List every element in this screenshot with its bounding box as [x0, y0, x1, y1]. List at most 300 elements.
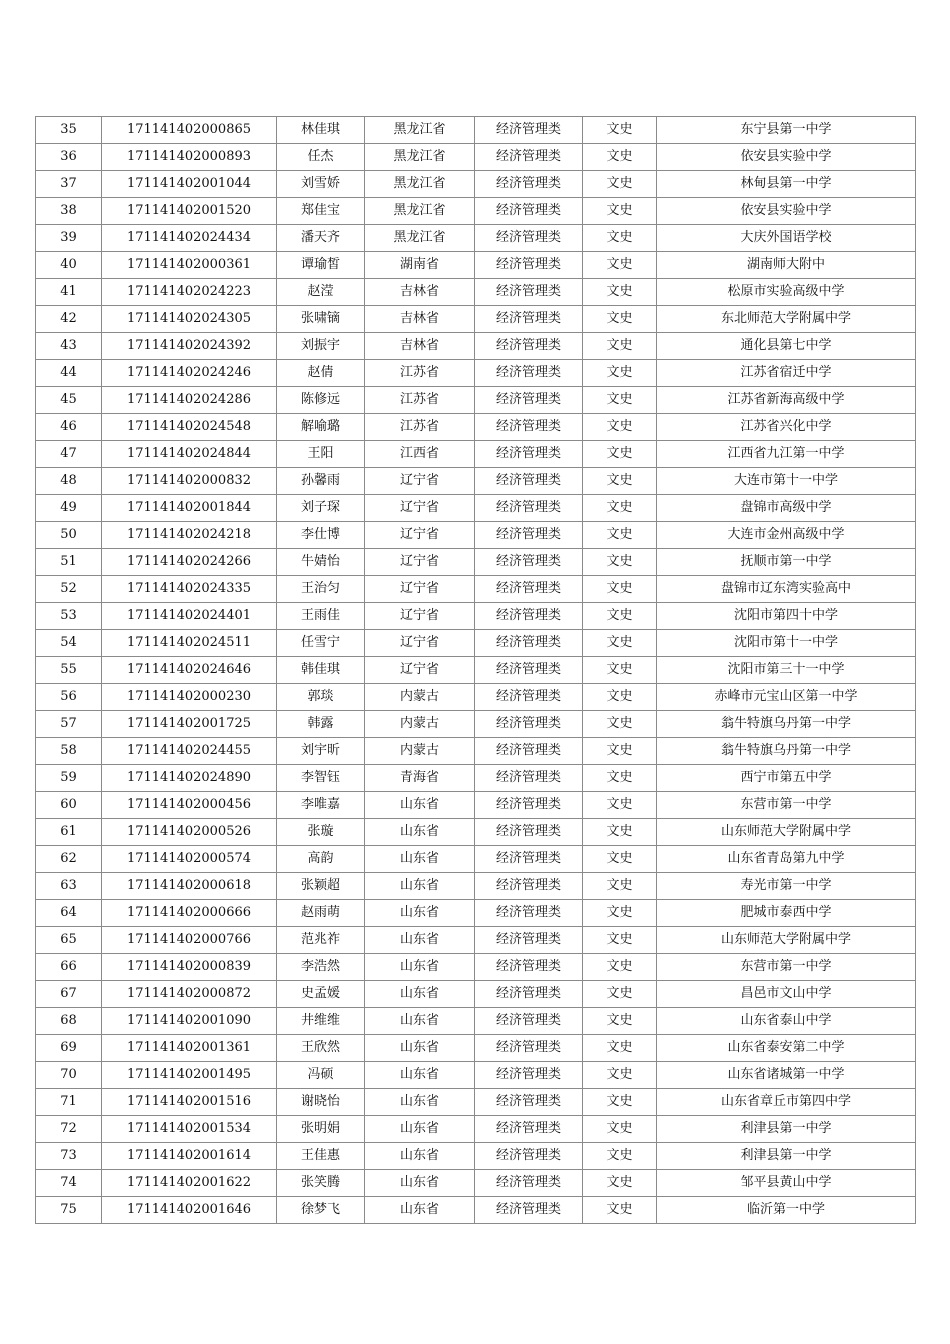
school-cell: 沈阳市第四十中学	[657, 603, 916, 630]
row-number-cell: 49	[36, 495, 102, 522]
school-cell: 通化县第七中学	[657, 333, 916, 360]
name-cell: 郑佳宝	[277, 198, 365, 225]
name-cell: 王阳	[277, 441, 365, 468]
name-cell: 张颖超	[277, 873, 365, 900]
category-cell: 经济管理类	[475, 873, 583, 900]
subject-cell: 文史	[583, 414, 657, 441]
subject-cell: 文史	[583, 819, 657, 846]
province-cell: 黑龙江省	[365, 171, 475, 198]
subject-cell: 文史	[583, 144, 657, 171]
exam-id-cell: 171141402000361	[102, 252, 277, 279]
province-cell: 辽宁省	[365, 576, 475, 603]
province-cell: 江苏省	[365, 414, 475, 441]
school-cell: 利津县第一中学	[657, 1143, 916, 1170]
category-cell: 经济管理类	[475, 792, 583, 819]
subject-cell: 文史	[583, 927, 657, 954]
subject-cell: 文史	[583, 549, 657, 576]
province-cell: 辽宁省	[365, 603, 475, 630]
exam-id-cell: 171141402000574	[102, 846, 277, 873]
name-cell: 赵滢	[277, 279, 365, 306]
province-cell: 黑龙江省	[365, 144, 475, 171]
name-cell: 李智钰	[277, 765, 365, 792]
table-row	[36, 900, 916, 927]
name-cell: 冯硕	[277, 1062, 365, 1089]
province-cell: 辽宁省	[365, 468, 475, 495]
name-cell: 刘子琛	[277, 495, 365, 522]
subject-cell: 文史	[583, 738, 657, 765]
category-cell: 经济管理类	[475, 1197, 583, 1224]
exam-id-cell: 171141402000666	[102, 900, 277, 927]
province-cell: 山东省	[365, 1116, 475, 1143]
name-cell: 任雪宁	[277, 630, 365, 657]
subject-cell: 文史	[583, 1062, 657, 1089]
school-cell: 东营市第一中学	[657, 792, 916, 819]
row-number-cell: 66	[36, 954, 102, 981]
school-cell: 寿光市第一中学	[657, 873, 916, 900]
category-cell: 经济管理类	[475, 1089, 583, 1116]
name-cell: 林佳琪	[277, 117, 365, 144]
table-row	[36, 117, 916, 144]
school-cell: 翁牛特旗乌丹第一中学	[657, 711, 916, 738]
school-cell: 东营市第一中学	[657, 954, 916, 981]
subject-cell: 文史	[583, 468, 657, 495]
table-row	[36, 495, 916, 522]
name-cell: 王佳惠	[277, 1143, 365, 1170]
row-number-cell: 70	[36, 1062, 102, 1089]
row-number-cell: 35	[36, 117, 102, 144]
name-cell: 王雨佳	[277, 603, 365, 630]
exam-id-cell: 171141402000230	[102, 684, 277, 711]
subject-cell: 文史	[583, 1197, 657, 1224]
school-cell: 山东省青岛第九中学	[657, 846, 916, 873]
name-cell: 刘宇昕	[277, 738, 365, 765]
exam-id-cell: 171141402024844	[102, 441, 277, 468]
school-cell: 林甸县第一中学	[657, 171, 916, 198]
table-row	[36, 1197, 916, 1224]
province-cell: 青海省	[365, 765, 475, 792]
row-number-cell: 51	[36, 549, 102, 576]
row-number-cell: 59	[36, 765, 102, 792]
category-cell: 经济管理类	[475, 333, 583, 360]
province-cell: 山东省	[365, 1170, 475, 1197]
row-number-cell: 67	[36, 981, 102, 1008]
province-cell: 山东省	[365, 846, 475, 873]
school-cell: 东宁县第一中学	[657, 117, 916, 144]
table-row	[36, 684, 916, 711]
row-number-cell: 45	[36, 387, 102, 414]
name-cell: 潘天齐	[277, 225, 365, 252]
exam-id-cell: 171141402001520	[102, 198, 277, 225]
category-cell: 经济管理类	[475, 684, 583, 711]
exam-id-cell: 171141402024305	[102, 306, 277, 333]
name-cell: 史孟媛	[277, 981, 365, 1008]
table-row	[36, 225, 916, 252]
table-row	[36, 711, 916, 738]
subject-cell: 文史	[583, 171, 657, 198]
subject-cell: 文史	[583, 576, 657, 603]
row-number-cell: 42	[36, 306, 102, 333]
subject-cell: 文史	[583, 657, 657, 684]
school-cell: 西宁市第五中学	[657, 765, 916, 792]
subject-cell: 文史	[583, 306, 657, 333]
category-cell: 经济管理类	[475, 225, 583, 252]
row-number-cell: 71	[36, 1089, 102, 1116]
row-number-cell: 75	[36, 1197, 102, 1224]
category-cell: 经济管理类	[475, 576, 583, 603]
category-cell: 经济管理类	[475, 765, 583, 792]
exam-id-cell: 171141402024434	[102, 225, 277, 252]
name-cell: 赵倩	[277, 360, 365, 387]
exam-id-cell: 171141402024890	[102, 765, 277, 792]
table-row	[36, 1089, 916, 1116]
exam-id-cell: 171141402024266	[102, 549, 277, 576]
row-number-cell: 41	[36, 279, 102, 306]
province-cell: 黑龙江省	[365, 225, 475, 252]
row-number-cell: 57	[36, 711, 102, 738]
category-cell: 经济管理类	[475, 981, 583, 1008]
category-cell: 经济管理类	[475, 360, 583, 387]
subject-cell: 文史	[583, 1170, 657, 1197]
exam-id-cell: 171141402001614	[102, 1143, 277, 1170]
table-row	[36, 576, 916, 603]
category-cell: 经济管理类	[475, 306, 583, 333]
school-cell: 利津县第一中学	[657, 1116, 916, 1143]
exam-id-cell: 171141402001516	[102, 1089, 277, 1116]
exam-id-cell: 171141402000526	[102, 819, 277, 846]
category-cell: 经济管理类	[475, 117, 583, 144]
table-row	[36, 1062, 916, 1089]
table-row	[36, 738, 916, 765]
province-cell: 山东省	[365, 1035, 475, 1062]
name-cell: 张明娟	[277, 1116, 365, 1143]
table-row	[36, 279, 916, 306]
exam-id-cell: 171141402001844	[102, 495, 277, 522]
subject-cell: 文史	[583, 846, 657, 873]
table-row	[36, 360, 916, 387]
category-cell: 经济管理类	[475, 1116, 583, 1143]
category-cell: 经济管理类	[475, 711, 583, 738]
row-number-cell: 63	[36, 873, 102, 900]
table-body	[36, 117, 916, 1224]
subject-cell: 文史	[583, 684, 657, 711]
table-row	[36, 333, 916, 360]
name-cell: 牛婧怡	[277, 549, 365, 576]
subject-cell: 文史	[583, 360, 657, 387]
subject-cell: 文史	[583, 387, 657, 414]
row-number-cell: 50	[36, 522, 102, 549]
category-cell: 经济管理类	[475, 414, 583, 441]
table-row	[36, 630, 916, 657]
category-cell: 经济管理类	[475, 252, 583, 279]
row-number-cell: 55	[36, 657, 102, 684]
category-cell: 经济管理类	[475, 1143, 583, 1170]
name-cell: 张啸镝	[277, 306, 365, 333]
subject-cell: 文史	[583, 522, 657, 549]
category-cell: 经济管理类	[475, 441, 583, 468]
subject-cell: 文史	[583, 981, 657, 1008]
exam-id-cell: 171141402001044	[102, 171, 277, 198]
table-row	[36, 387, 916, 414]
exam-id-cell: 171141402024646	[102, 657, 277, 684]
school-cell: 东北师范大学附属中学	[657, 306, 916, 333]
table-row	[36, 603, 916, 630]
admission-list-table	[35, 116, 916, 1224]
province-cell: 辽宁省	[365, 657, 475, 684]
category-cell: 经济管理类	[475, 927, 583, 954]
category-cell: 经济管理类	[475, 198, 583, 225]
province-cell: 吉林省	[365, 333, 475, 360]
subject-cell: 文史	[583, 333, 657, 360]
school-cell: 山东师范大学附属中学	[657, 927, 916, 954]
exam-id-cell: 171141402024548	[102, 414, 277, 441]
subject-cell: 文史	[583, 1035, 657, 1062]
subject-cell: 文史	[583, 495, 657, 522]
exam-id-cell: 171141402000865	[102, 117, 277, 144]
province-cell: 内蒙古	[365, 684, 475, 711]
exam-id-cell: 171141402000839	[102, 954, 277, 981]
table-row	[36, 765, 916, 792]
row-number-cell: 69	[36, 1035, 102, 1062]
subject-cell: 文史	[583, 900, 657, 927]
school-cell: 昌邑市文山中学	[657, 981, 916, 1008]
table-row	[36, 549, 916, 576]
province-cell: 山东省	[365, 819, 475, 846]
category-cell: 经济管理类	[475, 1170, 583, 1197]
province-cell: 山东省	[365, 873, 475, 900]
school-cell: 江苏省宿迁中学	[657, 360, 916, 387]
subject-cell: 文史	[583, 603, 657, 630]
province-cell: 江苏省	[365, 387, 475, 414]
subject-cell: 文史	[583, 198, 657, 225]
exam-id-cell: 171141402001646	[102, 1197, 277, 1224]
school-cell: 江苏省新海高级中学	[657, 387, 916, 414]
table-row	[36, 198, 916, 225]
category-cell: 经济管理类	[475, 468, 583, 495]
name-cell: 张璇	[277, 819, 365, 846]
row-number-cell: 39	[36, 225, 102, 252]
table-row	[36, 819, 916, 846]
row-number-cell: 58	[36, 738, 102, 765]
name-cell: 徐梦飞	[277, 1197, 365, 1224]
school-cell: 江西省九江第一中学	[657, 441, 916, 468]
province-cell: 吉林省	[365, 306, 475, 333]
category-cell: 经济管理类	[475, 819, 583, 846]
name-cell: 刘振宇	[277, 333, 365, 360]
category-cell: 经济管理类	[475, 630, 583, 657]
row-number-cell: 40	[36, 252, 102, 279]
category-cell: 经济管理类	[475, 387, 583, 414]
province-cell: 江西省	[365, 441, 475, 468]
province-cell: 山东省	[365, 900, 475, 927]
name-cell: 王欣然	[277, 1035, 365, 1062]
province-cell: 山东省	[365, 1143, 475, 1170]
row-number-cell: 43	[36, 333, 102, 360]
table-row	[36, 522, 916, 549]
table-row	[36, 252, 916, 279]
subject-cell: 文史	[583, 792, 657, 819]
exam-id-cell: 171141402024223	[102, 279, 277, 306]
row-number-cell: 47	[36, 441, 102, 468]
table-row	[36, 1008, 916, 1035]
school-cell: 依安县实验中学	[657, 198, 916, 225]
province-cell: 内蒙古	[365, 738, 475, 765]
table-row	[36, 1143, 916, 1170]
school-cell: 山东省诸城第一中学	[657, 1062, 916, 1089]
name-cell: 李唯嘉	[277, 792, 365, 819]
province-cell: 山东省	[365, 927, 475, 954]
table-row	[36, 792, 916, 819]
category-cell: 经济管理类	[475, 549, 583, 576]
exam-id-cell: 171141402024286	[102, 387, 277, 414]
school-cell: 大庆外国语学校	[657, 225, 916, 252]
province-cell: 山东省	[365, 981, 475, 1008]
name-cell: 李浩然	[277, 954, 365, 981]
province-cell: 辽宁省	[365, 630, 475, 657]
row-number-cell: 53	[36, 603, 102, 630]
table-row	[36, 657, 916, 684]
school-cell: 翁牛特旗乌丹第一中学	[657, 738, 916, 765]
table-row	[36, 468, 916, 495]
row-number-cell: 64	[36, 900, 102, 927]
exam-id-cell: 171141402024455	[102, 738, 277, 765]
name-cell: 王治匀	[277, 576, 365, 603]
province-cell: 江苏省	[365, 360, 475, 387]
row-number-cell: 54	[36, 630, 102, 657]
subject-cell: 文史	[583, 711, 657, 738]
row-number-cell: 65	[36, 927, 102, 954]
category-cell: 经济管理类	[475, 846, 583, 873]
exam-id-cell: 171141402024392	[102, 333, 277, 360]
name-cell: 郭琰	[277, 684, 365, 711]
category-cell: 经济管理类	[475, 522, 583, 549]
name-cell: 韩露	[277, 711, 365, 738]
school-cell: 沈阳市第三十一中学	[657, 657, 916, 684]
exam-id-cell: 171141402000832	[102, 468, 277, 495]
exam-id-cell: 171141402000872	[102, 981, 277, 1008]
exam-id-cell: 171141402024218	[102, 522, 277, 549]
name-cell: 谢晓怡	[277, 1089, 365, 1116]
subject-cell: 文史	[583, 630, 657, 657]
school-cell: 大连市第十一中学	[657, 468, 916, 495]
name-cell: 陈修远	[277, 387, 365, 414]
category-cell: 经济管理类	[475, 738, 583, 765]
subject-cell: 文史	[583, 1008, 657, 1035]
category-cell: 经济管理类	[475, 171, 583, 198]
row-number-cell: 36	[36, 144, 102, 171]
province-cell: 山东省	[365, 1089, 475, 1116]
school-cell: 江苏省兴化中学	[657, 414, 916, 441]
row-number-cell: 68	[36, 1008, 102, 1035]
subject-cell: 文史	[583, 954, 657, 981]
school-cell: 临沂第一中学	[657, 1197, 916, 1224]
table-row	[36, 1170, 916, 1197]
row-number-cell: 38	[36, 198, 102, 225]
school-cell: 山东省泰安第二中学	[657, 1035, 916, 1062]
table-row	[36, 954, 916, 981]
row-number-cell: 62	[36, 846, 102, 873]
exam-id-cell: 171141402000766	[102, 927, 277, 954]
row-number-cell: 48	[36, 468, 102, 495]
subject-cell: 文史	[583, 279, 657, 306]
school-cell: 盘锦市辽东湾实验高中	[657, 576, 916, 603]
exam-id-cell: 171141402001361	[102, 1035, 277, 1062]
category-cell: 经济管理类	[475, 1062, 583, 1089]
school-cell: 山东省章丘市第四中学	[657, 1089, 916, 1116]
name-cell: 范兆祚	[277, 927, 365, 954]
exam-id-cell: 171141402001090	[102, 1008, 277, 1035]
row-number-cell: 73	[36, 1143, 102, 1170]
subject-cell: 文史	[583, 1116, 657, 1143]
school-cell: 肥城市泰西中学	[657, 900, 916, 927]
table-row	[36, 414, 916, 441]
table-row	[36, 846, 916, 873]
row-number-cell: 37	[36, 171, 102, 198]
name-cell: 解喻璐	[277, 414, 365, 441]
name-cell: 赵雨萌	[277, 900, 365, 927]
exam-id-cell: 171141402024511	[102, 630, 277, 657]
exam-id-cell: 171141402000893	[102, 144, 277, 171]
school-cell: 沈阳市第十一中学	[657, 630, 916, 657]
category-cell: 经济管理类	[475, 144, 583, 171]
school-cell: 赤峰市元宝山区第一中学	[657, 684, 916, 711]
table-row	[36, 1116, 916, 1143]
school-cell: 山东省泰山中学	[657, 1008, 916, 1035]
province-cell: 黑龙江省	[365, 117, 475, 144]
subject-cell: 文史	[583, 1143, 657, 1170]
subject-cell: 文史	[583, 117, 657, 144]
exam-id-cell: 171141402000456	[102, 792, 277, 819]
exam-id-cell: 171141402001534	[102, 1116, 277, 1143]
row-number-cell: 60	[36, 792, 102, 819]
school-cell: 抚顺市第一中学	[657, 549, 916, 576]
name-cell: 张笑腾	[277, 1170, 365, 1197]
exam-id-cell: 171141402001495	[102, 1062, 277, 1089]
row-number-cell: 72	[36, 1116, 102, 1143]
category-cell: 经济管理类	[475, 1035, 583, 1062]
category-cell: 经济管理类	[475, 1008, 583, 1035]
exam-id-cell: 171141402024335	[102, 576, 277, 603]
province-cell: 山东省	[365, 1062, 475, 1089]
row-number-cell: 61	[36, 819, 102, 846]
subject-cell: 文史	[583, 1089, 657, 1116]
table-row	[36, 441, 916, 468]
table-row	[36, 1035, 916, 1062]
table-row	[36, 927, 916, 954]
province-cell: 山东省	[365, 1197, 475, 1224]
school-cell: 邹平县黄山中学	[657, 1170, 916, 1197]
table-row	[36, 981, 916, 1008]
name-cell: 高韵	[277, 846, 365, 873]
province-cell: 山东省	[365, 792, 475, 819]
table-row	[36, 144, 916, 171]
category-cell: 经济管理类	[475, 900, 583, 927]
name-cell: 谭瑜皙	[277, 252, 365, 279]
exam-id-cell: 171141402024246	[102, 360, 277, 387]
table-row	[36, 306, 916, 333]
school-cell: 盘锦市高级中学	[657, 495, 916, 522]
subject-cell: 文史	[583, 873, 657, 900]
name-cell: 孙馨雨	[277, 468, 365, 495]
table-row	[36, 873, 916, 900]
province-cell: 内蒙古	[365, 711, 475, 738]
row-number-cell: 52	[36, 576, 102, 603]
subject-cell: 文史	[583, 252, 657, 279]
category-cell: 经济管理类	[475, 279, 583, 306]
exam-id-cell: 171141402000618	[102, 873, 277, 900]
category-cell: 经济管理类	[475, 954, 583, 981]
row-number-cell: 74	[36, 1170, 102, 1197]
subject-cell: 文史	[583, 765, 657, 792]
